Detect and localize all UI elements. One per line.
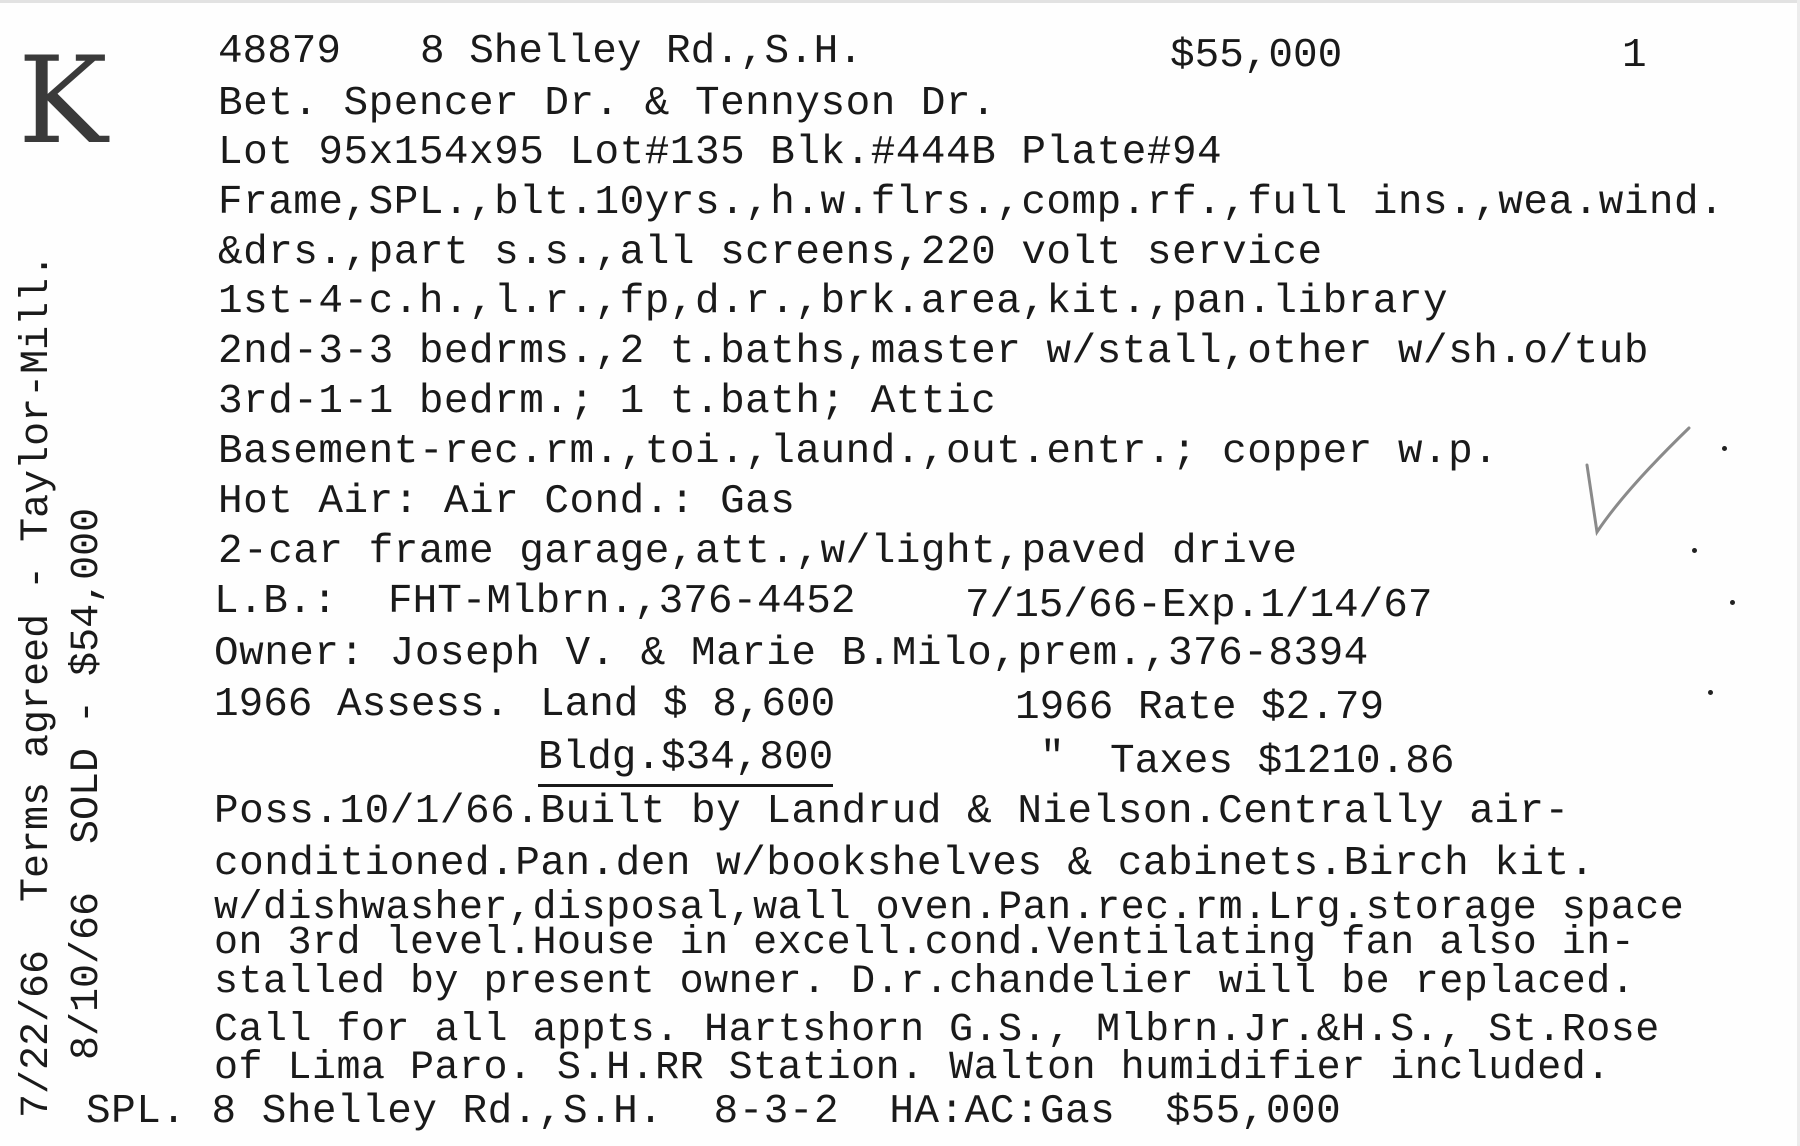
checkmark-icon [1585, 420, 1695, 540]
remarks-line: Poss.10/1/66.Built by Landrud & Nielson.Centrally air- [214, 789, 1570, 835]
margin-note-terms: 7/22/66 Terms agreed - Taylor-Mill. [15, 253, 60, 1118]
location-line: Bet. Spencer Dr. & Tennyson Dr. [218, 81, 997, 127]
assessment-rate: 1966 Rate $2.79 [1015, 685, 1385, 731]
broker-dates: 7/15/66-Exp.1/14/67 [965, 583, 1433, 629]
remarks-line: conditioned.Pan.den w/bookshelves & cabinets.Birch kit. [214, 841, 1595, 887]
price: $55,000 [1170, 33, 1343, 79]
broker-label: L.B.: [214, 579, 338, 625]
floor-line: 3rd-1-1 bedrm.; 1 t.bath; Attic [218, 379, 997, 425]
utilities-line: Hot Air: Air Cond.: Gas [218, 479, 796, 525]
footer-summary: SPL. 8 Shelley Rd.,S.H. 8-3-2 HA:AC:Gas $55,000 [86, 1089, 1342, 1135]
construction-line: Frame,SPL.,blt.10yrs.,h.w.flrs.,comp.rf.,full ins.,wea.wind. [218, 180, 1725, 226]
card-number: 1 [1622, 33, 1647, 79]
garage-line: 2-car frame garage,att.,w/light,paved drive [218, 529, 1298, 575]
address: 8 Shelley Rd.,S.H. [420, 29, 863, 75]
remarks-line: stalled by present owner. D.r.chandelier will be replaced. [214, 960, 1636, 1005]
margin-note-sold: 8/10/66 SOLD - $54,000 [65, 507, 110, 1060]
remarks-line: on 3rd level.House in excell.cond.Ventilating fan also in- [214, 921, 1636, 966]
lot-line: Lot 95x154x95 Lot#135 Blk.#444B Plate#94 [218, 130, 1223, 176]
construction-line: &drs.,part s.s.,all screens,220 volt service [218, 230, 1323, 276]
remarks-line: Call for all appts. Hartshorn G.S., Mlbrn.Jr.&H.S., St.Rose [214, 1008, 1660, 1053]
floor-line: 1st-4-c.h.,l.r.,fp,d.r.,brk.area,kit.,pan.library [218, 279, 1449, 325]
remarks-line: of Lima Paro. S.H.RR Station. Walton humidifier included. [214, 1046, 1611, 1091]
assessment-land: Land $ 8,600 [540, 682, 836, 728]
floor-line: Basement-rec.rm.,toi.,laund.,out.entr.; copper w.p. [218, 429, 1499, 475]
listing-number: 48879 [218, 29, 342, 75]
owner-line: Owner: Joseph V. & Marie B.Milo,prem.,376-8394 [214, 631, 1369, 677]
top-edge [0, 0, 1800, 3]
assessment-bldg: Bldg.$34,800 [538, 736, 833, 787]
assessment-label: 1966 Assess. [214, 682, 510, 728]
speck [1692, 548, 1697, 553]
handwritten-letter: K [18, 32, 108, 171]
floor-line: 2nd-3-3 bedrms.,2 t.baths,master w/stall,other w/sh.o/tub [218, 329, 1649, 375]
speck [1722, 446, 1727, 451]
ditto-mark: " [1040, 735, 1065, 781]
speck [1708, 690, 1713, 695]
broker-value: FHT-Mlbrn.,376-4452 [388, 579, 856, 625]
speck [1730, 600, 1735, 605]
remarks-line: w/dishwasher,disposal,wall oven.Pan.rec.rm.Lrg.storage space [214, 886, 1685, 931]
assessment-taxes: Taxes $1210.86 [1110, 739, 1455, 785]
